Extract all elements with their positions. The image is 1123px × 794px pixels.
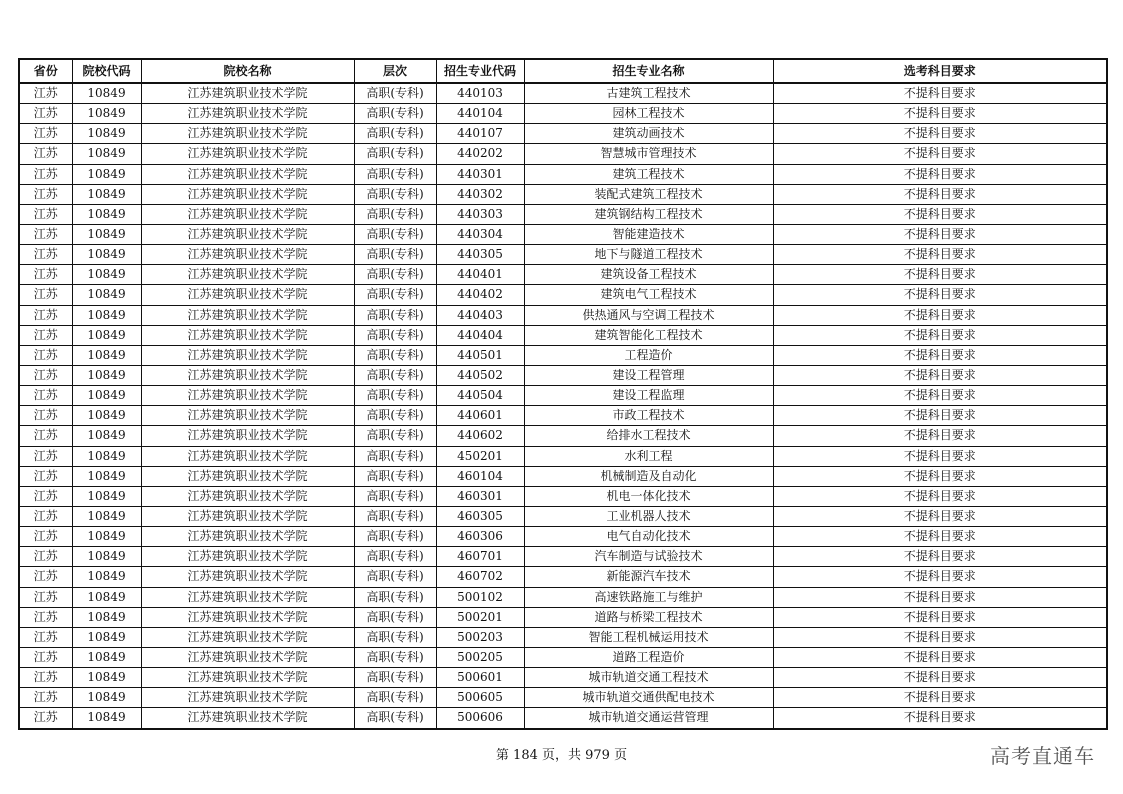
cell-major-code: 440601 (436, 406, 524, 426)
cell-school-name: 江苏建筑职业技术学院 (141, 386, 354, 406)
cell-level: 高职(专科) (354, 386, 436, 406)
cell-major-code: 440103 (436, 83, 524, 104)
cell-major-code: 440502 (436, 365, 524, 385)
cell-major-code: 500201 (436, 607, 524, 627)
cell-school-code: 10849 (72, 587, 141, 607)
cell-school-name: 江苏建筑职业技术学院 (141, 547, 354, 567)
table-row (19, 627, 1107, 647)
table-row (19, 466, 1107, 486)
cell-major-code: 450201 (436, 446, 524, 466)
cell-major-code: 440304 (436, 224, 524, 244)
cell-school-code: 10849 (72, 486, 141, 506)
table-row (19, 365, 1107, 385)
cell-school-name: 江苏建筑职业技术学院 (141, 506, 354, 526)
cell-major-code: 440104 (436, 104, 524, 124)
cell-major-name: 机械制造及自动化 (524, 466, 773, 486)
cell-major-name: 建筑电气工程技术 (524, 285, 773, 305)
cell-school-name: 江苏建筑职业技术学院 (141, 365, 354, 385)
cell-school-name: 江苏建筑职业技术学院 (141, 325, 354, 345)
cell-major-name: 道路工程造价 (524, 647, 773, 667)
cell-major-code: 440302 (436, 184, 524, 204)
table-row (19, 305, 1107, 325)
cell-province: 江苏 (19, 587, 72, 607)
cell-level: 高职(专科) (354, 627, 436, 647)
cell-province: 江苏 (19, 708, 72, 729)
cell-school-code: 10849 (72, 124, 141, 144)
cell-major-name: 供热通风与空调工程技术 (524, 305, 773, 325)
table-row (19, 83, 1107, 104)
cell-school-code: 10849 (72, 104, 141, 124)
cell-school-name: 江苏建筑职业技术学院 (141, 265, 354, 285)
cell-major-name: 智慧城市管理技术 (524, 144, 773, 164)
cell-major-code: 440402 (436, 285, 524, 305)
cell-level: 高职(专科) (354, 83, 436, 104)
cell-major-name: 智能工程机械运用技术 (524, 627, 773, 647)
cell-major-name: 市政工程技术 (524, 406, 773, 426)
cell-school-code: 10849 (72, 527, 141, 547)
cell-major-code: 440401 (436, 265, 524, 285)
cell-school-code: 10849 (72, 547, 141, 567)
cell-school-name: 江苏建筑职业技术学院 (141, 708, 354, 729)
header-province: 省份 (19, 59, 72, 83)
cell-subject-requirement: 不提科目要求 (773, 285, 1107, 305)
cell-school-code: 10849 (72, 647, 141, 667)
cell-major-code: 440403 (436, 305, 524, 325)
cell-level: 高职(专科) (354, 466, 436, 486)
cell-school-name: 江苏建筑职业技术学院 (141, 245, 354, 265)
cell-school-code: 10849 (72, 184, 141, 204)
table-row (19, 184, 1107, 204)
cell-school-code: 10849 (72, 708, 141, 729)
cell-school-name: 江苏建筑职业技术学院 (141, 144, 354, 164)
cell-subject-requirement: 不提科目要求 (773, 245, 1107, 265)
cell-major-name: 电气自动化技术 (524, 527, 773, 547)
cell-level: 高职(专科) (354, 265, 436, 285)
cell-school-name: 江苏建筑职业技术学院 (141, 406, 354, 426)
cell-province: 江苏 (19, 627, 72, 647)
cell-school-code: 10849 (72, 607, 141, 627)
cell-school-code: 10849 (72, 305, 141, 325)
cell-province: 江苏 (19, 486, 72, 506)
cell-province: 江苏 (19, 285, 72, 305)
cell-major-name: 新能源汽车技术 (524, 567, 773, 587)
cell-major-name: 汽车制造与试验技术 (524, 547, 773, 567)
cell-major-code: 460104 (436, 466, 524, 486)
cell-subject-requirement: 不提科目要求 (773, 164, 1107, 184)
table-row (19, 164, 1107, 184)
cell-major-name: 建筑动画技术 (524, 124, 773, 144)
cell-school-code: 10849 (72, 224, 141, 244)
cell-level: 高职(专科) (354, 567, 436, 587)
cell-school-name: 江苏建筑职业技术学院 (141, 104, 354, 124)
cell-major-code: 460301 (436, 486, 524, 506)
cell-province: 江苏 (19, 325, 72, 345)
cell-school-name: 江苏建筑职业技术学院 (141, 184, 354, 204)
cell-major-code: 440404 (436, 325, 524, 345)
table-row (19, 285, 1107, 305)
cell-major-code: 440305 (436, 245, 524, 265)
table-row (19, 406, 1107, 426)
cell-school-name: 江苏建筑职业技术学院 (141, 164, 354, 184)
cell-school-code: 10849 (72, 627, 141, 647)
cell-school-name: 江苏建筑职业技术学院 (141, 587, 354, 607)
cell-major-name: 智能建造技术 (524, 224, 773, 244)
cell-level: 高职(专科) (354, 607, 436, 627)
cell-school-name: 江苏建筑职业技术学院 (141, 305, 354, 325)
table-row (19, 325, 1107, 345)
cell-major-code: 500605 (436, 688, 524, 708)
cell-school-code: 10849 (72, 365, 141, 385)
header-major-code: 招生专业代码 (436, 59, 524, 83)
cell-level: 高职(专科) (354, 365, 436, 385)
admission-table (18, 58, 1108, 730)
cell-major-name: 工程造价 (524, 345, 773, 365)
table-row (19, 647, 1107, 667)
header-level: 层次 (354, 59, 436, 83)
cell-major-code: 500205 (436, 647, 524, 667)
table-row (19, 265, 1107, 285)
cell-level: 高职(专科) (354, 527, 436, 547)
cell-subject-requirement: 不提科目要求 (773, 466, 1107, 486)
cell-major-code: 460702 (436, 567, 524, 587)
cell-school-code: 10849 (72, 668, 141, 688)
cell-province: 江苏 (19, 265, 72, 285)
cell-province: 江苏 (19, 245, 72, 265)
cell-level: 高职(专科) (354, 426, 436, 446)
cell-major-code: 440202 (436, 144, 524, 164)
cell-major-name: 园林工程技术 (524, 104, 773, 124)
cell-school-code: 10849 (72, 83, 141, 104)
cell-subject-requirement: 不提科目要求 (773, 668, 1107, 688)
cell-level: 高职(专科) (354, 204, 436, 224)
cell-subject-requirement: 不提科目要求 (773, 426, 1107, 446)
cell-subject-requirement: 不提科目要求 (773, 527, 1107, 547)
cell-province: 江苏 (19, 104, 72, 124)
table-row (19, 587, 1107, 607)
table-row (19, 688, 1107, 708)
cell-major-code: 440501 (436, 345, 524, 365)
cell-school-code: 10849 (72, 164, 141, 184)
cell-province: 江苏 (19, 224, 72, 244)
cell-level: 高职(专科) (354, 325, 436, 345)
cell-major-name: 道路与桥梁工程技术 (524, 607, 773, 627)
cell-level: 高职(专科) (354, 406, 436, 426)
cell-province: 江苏 (19, 688, 72, 708)
cell-province: 江苏 (19, 567, 72, 587)
table-row (19, 486, 1107, 506)
table-row (19, 708, 1107, 729)
cell-subject-requirement: 不提科目要求 (773, 104, 1107, 124)
table-row (19, 668, 1107, 688)
cell-school-code: 10849 (72, 204, 141, 224)
cell-subject-requirement: 不提科目要求 (773, 708, 1107, 729)
cell-major-name: 城市轨道交通运营管理 (524, 708, 773, 729)
cell-major-name: 古建筑工程技术 (524, 83, 773, 104)
cell-major-name: 建筑设备工程技术 (524, 265, 773, 285)
cell-subject-requirement: 不提科目要求 (773, 345, 1107, 365)
cell-level: 高职(专科) (354, 708, 436, 729)
header-row (19, 59, 1107, 83)
cell-subject-requirement: 不提科目要求 (773, 365, 1107, 385)
cell-province: 江苏 (19, 406, 72, 426)
cell-major-code: 440301 (436, 164, 524, 184)
cell-school-code: 10849 (72, 688, 141, 708)
cell-major-code: 440602 (436, 426, 524, 446)
cell-school-name: 江苏建筑职业技术学院 (141, 668, 354, 688)
cell-level: 高职(专科) (354, 144, 436, 164)
cell-subject-requirement: 不提科目要求 (773, 265, 1107, 285)
cell-province: 江苏 (19, 506, 72, 526)
cell-level: 高职(专科) (354, 305, 436, 325)
table-row (19, 567, 1107, 587)
cell-major-code: 440504 (436, 386, 524, 406)
cell-school-code: 10849 (72, 285, 141, 305)
cell-subject-requirement: 不提科目要求 (773, 506, 1107, 526)
cell-school-name: 江苏建筑职业技术学院 (141, 627, 354, 647)
cell-major-name: 高速铁路施工与维护 (524, 587, 773, 607)
cell-major-code: 500601 (436, 668, 524, 688)
table-row (19, 547, 1107, 567)
cell-school-code: 10849 (72, 245, 141, 265)
cell-level: 高职(专科) (354, 547, 436, 567)
cell-province: 江苏 (19, 386, 72, 406)
cell-subject-requirement: 不提科目要求 (773, 567, 1107, 587)
cell-subject-requirement: 不提科目要求 (773, 305, 1107, 325)
cell-major-name: 地下与隧道工程技术 (524, 245, 773, 265)
cell-school-name: 江苏建筑职业技术学院 (141, 446, 354, 466)
cell-major-code: 500606 (436, 708, 524, 729)
cell-province: 江苏 (19, 184, 72, 204)
cell-major-name: 建筑钢结构工程技术 (524, 204, 773, 224)
cell-level: 高职(专科) (354, 688, 436, 708)
header-school-name: 院校名称 (141, 59, 354, 83)
cell-subject-requirement: 不提科目要求 (773, 688, 1107, 708)
cell-level: 高职(专科) (354, 587, 436, 607)
cell-major-code: 460305 (436, 506, 524, 526)
cell-school-name: 江苏建筑职业技术学院 (141, 466, 354, 486)
table-row (19, 224, 1107, 244)
cell-school-code: 10849 (72, 406, 141, 426)
header-school-code: 院校代码 (72, 59, 141, 83)
table-row (19, 245, 1107, 265)
table-row (19, 446, 1107, 466)
cell-level: 高职(专科) (354, 164, 436, 184)
cell-level: 高职(专科) (354, 104, 436, 124)
cell-province: 江苏 (19, 466, 72, 486)
table-row (19, 144, 1107, 164)
cell-school-name: 江苏建筑职业技术学院 (141, 567, 354, 587)
cell-school-name: 江苏建筑职业技术学院 (141, 224, 354, 244)
cell-school-name: 江苏建筑职业技术学院 (141, 83, 354, 104)
cell-level: 高职(专科) (354, 446, 436, 466)
cell-school-name: 江苏建筑职业技术学院 (141, 527, 354, 547)
cell-major-name: 工业机器人技术 (524, 506, 773, 526)
cell-province: 江苏 (19, 426, 72, 446)
cell-major-code: 460701 (436, 547, 524, 567)
cell-province: 江苏 (19, 668, 72, 688)
cell-level: 高职(专科) (354, 285, 436, 305)
cell-school-code: 10849 (72, 506, 141, 526)
cell-major-name: 城市轨道交通供配电技术 (524, 688, 773, 708)
cell-school-code: 10849 (72, 426, 141, 446)
cell-subject-requirement: 不提科目要求 (773, 204, 1107, 224)
cell-school-code: 10849 (72, 386, 141, 406)
cell-subject-requirement: 不提科目要求 (773, 83, 1107, 104)
cell-school-code: 10849 (72, 265, 141, 285)
cell-province: 江苏 (19, 345, 72, 365)
cell-school-code: 10849 (72, 345, 141, 365)
cell-subject-requirement: 不提科目要求 (773, 386, 1107, 406)
cell-major-code: 440303 (436, 204, 524, 224)
cell-subject-requirement: 不提科目要求 (773, 446, 1107, 466)
cell-province: 江苏 (19, 446, 72, 466)
cell-major-name: 城市轨道交通工程技术 (524, 668, 773, 688)
cell-province: 江苏 (19, 365, 72, 385)
cell-level: 高职(专科) (354, 224, 436, 244)
cell-province: 江苏 (19, 527, 72, 547)
cell-province: 江苏 (19, 647, 72, 667)
cell-province: 江苏 (19, 83, 72, 104)
cell-major-code: 500203 (436, 627, 524, 647)
cell-level: 高职(专科) (354, 245, 436, 265)
cell-level: 高职(专科) (354, 184, 436, 204)
cell-subject-requirement: 不提科目要求 (773, 224, 1107, 244)
watermark-logo: 高考直通车 (990, 744, 1095, 768)
cell-school-code: 10849 (72, 144, 141, 164)
cell-major-code: 460306 (436, 527, 524, 547)
cell-province: 江苏 (19, 547, 72, 567)
table-row (19, 124, 1107, 144)
cell-subject-requirement: 不提科目要求 (773, 587, 1107, 607)
cell-province: 江苏 (19, 164, 72, 184)
cell-level: 高职(专科) (354, 668, 436, 688)
table-row (19, 426, 1107, 446)
cell-school-name: 江苏建筑职业技术学院 (141, 345, 354, 365)
cell-province: 江苏 (19, 144, 72, 164)
cell-school-code: 10849 (72, 466, 141, 486)
table-row (19, 386, 1107, 406)
cell-major-name: 机电一体化技术 (524, 486, 773, 506)
cell-school-name: 江苏建筑职业技术学院 (141, 486, 354, 506)
cell-province: 江苏 (19, 607, 72, 627)
cell-major-name: 给排水工程技术 (524, 426, 773, 446)
header-major-name: 招生专业名称 (524, 59, 773, 83)
cell-province: 江苏 (19, 124, 72, 144)
cell-school-name: 江苏建筑职业技术学院 (141, 647, 354, 667)
cell-school-name: 江苏建筑职业技术学院 (141, 124, 354, 144)
table-row (19, 345, 1107, 365)
cell-province: 江苏 (19, 204, 72, 224)
cell-major-name: 建筑工程技术 (524, 164, 773, 184)
cell-school-name: 江苏建筑职业技术学院 (141, 204, 354, 224)
cell-major-name: 建筑智能化工程技术 (524, 325, 773, 345)
cell-subject-requirement: 不提科目要求 (773, 547, 1107, 567)
cell-subject-requirement: 不提科目要求 (773, 607, 1107, 627)
cell-level: 高职(专科) (354, 486, 436, 506)
cell-subject-requirement: 不提科目要求 (773, 406, 1107, 426)
cell-level: 高职(专科) (354, 345, 436, 365)
cell-school-code: 10849 (72, 567, 141, 587)
cell-school-name: 江苏建筑职业技术学院 (141, 607, 354, 627)
cell-major-name: 装配式建筑工程技术 (524, 184, 773, 204)
cell-major-code: 500102 (436, 587, 524, 607)
cell-subject-requirement: 不提科目要求 (773, 144, 1107, 164)
cell-school-name: 江苏建筑职业技术学院 (141, 688, 354, 708)
page-number: 第 184 页，共 979 页 (495, 748, 628, 763)
cell-subject-requirement: 不提科目要求 (773, 124, 1107, 144)
cell-level: 高职(专科) (354, 124, 436, 144)
cell-subject-requirement: 不提科目要求 (773, 486, 1107, 506)
header-subject-requirement: 选考科目要求 (773, 59, 1107, 83)
table-row (19, 104, 1107, 124)
cell-school-code: 10849 (72, 446, 141, 466)
table-row (19, 607, 1107, 627)
cell-subject-requirement: 不提科目要求 (773, 647, 1107, 667)
cell-level: 高职(专科) (354, 506, 436, 526)
cell-major-name: 水利工程 (524, 446, 773, 466)
cell-subject-requirement: 不提科目要求 (773, 184, 1107, 204)
cell-subject-requirement: 不提科目要求 (773, 325, 1107, 345)
cell-school-code: 10849 (72, 325, 141, 345)
cell-major-name: 建设工程管理 (524, 365, 773, 385)
cell-subject-requirement: 不提科目要求 (773, 627, 1107, 647)
cell-major-code: 440107 (436, 124, 524, 144)
cell-province: 江苏 (19, 305, 72, 325)
cell-level: 高职(专科) (354, 647, 436, 667)
cell-school-name: 江苏建筑职业技术学院 (141, 426, 354, 446)
table-row (19, 204, 1107, 224)
table-row (19, 527, 1107, 547)
cell-major-name: 建设工程监理 (524, 386, 773, 406)
cell-school-name: 江苏建筑职业技术学院 (141, 285, 354, 305)
table-row (19, 506, 1107, 526)
